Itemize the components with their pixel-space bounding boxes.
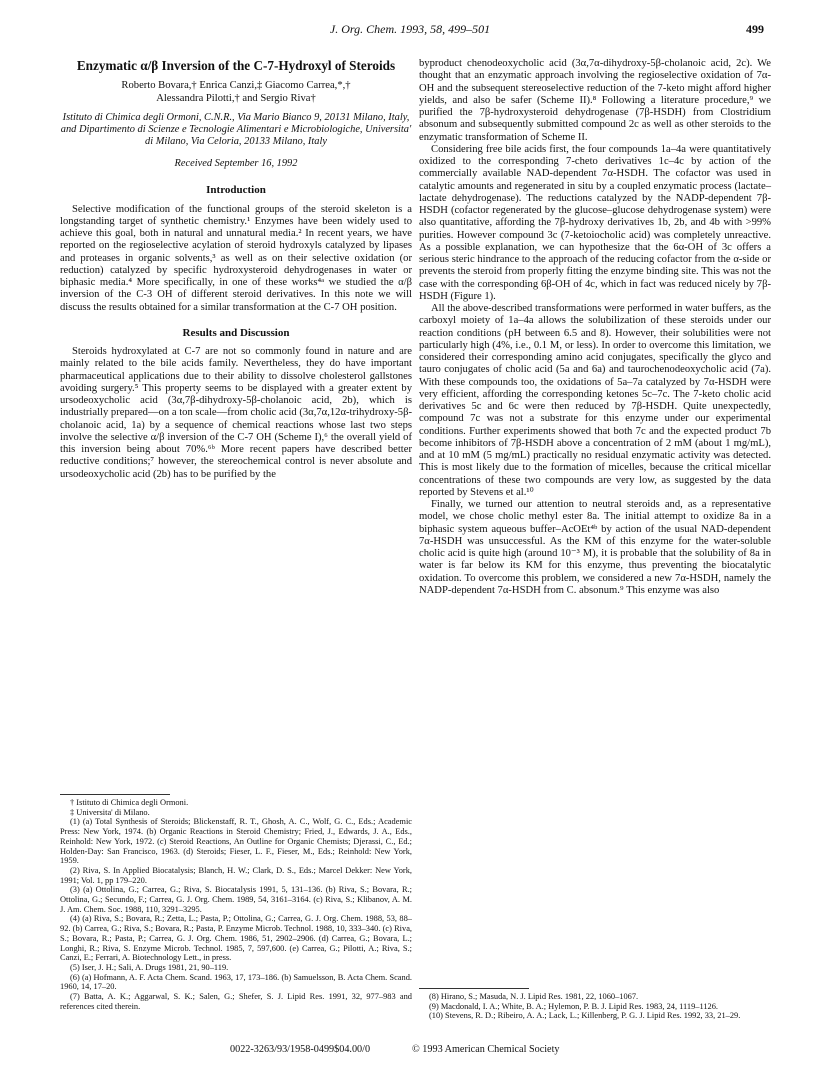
running-header [60,22,764,38]
journal-citation: J. Org. Chem. 1993, 58, 499–501 [329,22,491,36]
body-paragraph: Finally, we turned our attention to neutral steroids and, as a representative model, we chose cholic methyl ester 8a. The initial attempt to oxidize 8a in a biphasic system aqueous buffer–AcOEt⁴ᵇ by action of the usual NAD-dependent 7α-HSDH was unsuccessful. As the KM of this enzyme for the water-soluble cholic acid is quite high (around 10⁻³ M), it is probable that the solubility of 8a in water is far below its KM for this enzyme, thus preventing the biocatalytic oxidation. To overcome this problem, we considered a new 7α-HSDH, namely the NADP-dependent 7α-HSDH from C. absonum.⁹ This enzyme was also [419,499,771,596]
footnote: (4) (a) Riva, S.; Bovara, R.; Zetta, L.; Pasta, P.; Ottolina, G.; Carrea, G. J. Org. Chem. 1988, 53, 88–92. (b) Carrea, G.; Riva, S.; Bovara, R.; Pasta, P. Enzyme Microb. Technol. 1988, 10, 333–340. (c) Riva, S.; Bovara, R.; Pasta, P.; Carrea, G. J. Org. Chem. 1986, 51, 2902–2906. (d) Carrea, G.; Bovara, L.; Longhi, R.; Riva, S. Enzyme Microb. Technol. 1985, 7, 597,600. (e) Carrea, G.; Pilotti, A.; Riva, S.; Canzi, E.; Ferrari, A. Biotechnology Lett., in press. [60,914,412,963]
footnote: (1) (a) Total Synthesis of Steroids; Blickenstaff, R. T., Ghosh, A. C., Wolf, G. C., Eds.; Academic Press: New York, 1974. (b) Organic Reactions in Steroid Chemistry; Fried, J., Edwards, J. A., Eds., Reinhold: New York, 1972. (c) Steroid Reactions, An Outline for Organic Chemists; Djerassi, C., Ed.; Holden-Day: San Francisco, 1963. (d) Steroids; Fieser, L. F., Fieser, M., Eds.; Reinhold: New York, 1959. [60,817,412,866]
results-paragraph: Steroids hydroxylated at C-7 are not so commonly found in nature and are mainly related to the bile acids family. Nevertheless, they do have important pharmaceutical applications due to their ability to dissolve cholesterol gallstones avoiding surgery.⁵ This property seems to be displayed with a greater extent by ursodeoxycholic acid (3α,7β-dihydroxy-5β-cholanoic acid, 2b), which is industrially prepared—on a ton scale—from cholic acid (3α,7α,12α-trihydroxy-5β-cholanoic acid, 1a) by a sequence of chemical reactions whose last two steps involve the selective α/β inversion of the C-7 OH (Scheme I),⁶ the overall yield of this inversion being about 70%.⁶ᵇ More recent papers have described better reductive conditions;⁷ however, the stereochemical control is never absolute and ursodeoxycholic acid (2b) has to be purified by the [60,346,412,480]
footnote: (6) (a) Hofmann, A. F. Acta Chem. Scand. 1963, 17, 173–186. (b) Samuelsson, B. Acta Chem. Scand. 1960, 14, 17–20. [60,972,412,992]
footnote: (7) Batta, A. K.; Aggarwal, S. K.; Salen, G.; Shefer, S. J. Lipid Res. 1991, 32, 977–983 and references cited therein. [60,992,412,1011]
body-paragraph: All the above-described transformations were performed in water buffers, as the carboxyl moiety of 1a–4a allows the solubilization of these steroids under our reaction conditions (pH between 6.5 and 8). However, their solubilities were not particularly high (4%, i.e., 0.1 M, or less). In order to overcome this limitation, we considered their corresponding amino acid conjugates, specifically the glyco and tauro conjugates of cholic acid (5a and 6a) and taurochenodeoxycholic acid (7a). With these compounds too, the oxidations of 5a–7a catalyzed by 7α-HSDH were very efficient, affording the corresponding ketones 5c–7c. The 7-keto cholic acid derivatives 5c and 6c were then reduced by 7β-HSDH. Quite unexpectedly, compound 7c was not a substrate for this enzyme under our experimental conditions. Further experiments showed that both 7c and the expected product 7b become inhibitors of 7β-HSDH above a concentration of 2 mM (about 1 mg/mL), and at 10 mM (5 mg/mL) practically no residual enzymatic activity was detected. This is most likely due to the formation of micelles, because the critical micellar concentrations of these two compounds are very low, as suggested by the data reported by Stevens et al.¹⁰ [419,303,771,498]
authors-line-1: Roberto Bovara,† Enrica Canzi,‡ Giacomo Carrea,*,† [121,80,351,91]
footnote: † Istituto di Chimica degli Ormoni. [70,798,189,807]
footnote: (8) Hirano, S.; Masuda, N. J. Lipid Res. 1981, 22, 1060–1067. [429,992,639,1001]
introduction-heading: Introduction [206,184,266,197]
footnote-rule [419,988,529,989]
intro-paragraph: Selective modification of the functional groups of the steroid skeleton is a longstanding target of synthetic chemistry.¹ Enzymes have been widely used to achieve this goal, both in natural and unnatural media.² In recent years, we have reported on the regioselective acylation of steroid hydroxyls catalyzed by lipases and proteases in organic solvents,³ as well as on their selective oxidation (or reduction) catalyzed by specific hydroxysteroid dehydrogenases in water or biphasic media.⁴ More specifically, in one of these works⁴ᵃ we studied the α/β inversion of the C-3 OH of different steroid derivatives. In this note we will discuss the results obtained for a similar transformation at the C-7 OH position. [60,203,412,313]
page-number: 499 [746,22,764,36]
affiliation: Istituto di Chimica degli Ormoni, C.N.R., Via Mario Bianco 9, 20131 Milano, Italy, and Dipartimento di Scienze e Tecnologie Alimentari e Microbiologiche, Universita' di Milano, Via Celoria, 20133 Milano, Italy [60,112,412,147]
author-list [60,80,412,105]
footnote-rule [60,794,170,795]
footnote: (10) Stevens, R. D.; Ribeiro, A. A.; Lack, L.; Killenberg, P. G. J. Lipid Res. 1992, 33, 21–29. [429,1011,741,1021]
footnote: (9) Macdonald, I. A.; White, B. A.; Hylemon, P. B. J. Lipid Res. 1983, 24, 1119–1126. [429,1001,718,1011]
body-paragraph: byproduct chenodeoxycholic acid (3α,7α-dihydroxy-5β-cholanoic acid, 2c). We thought that an enzymatic approach involving the regioselective oxidation of 7α-OH and the subsequent stereoselective reduction of the 7-keto might afford higher yields, and also be safer (Scheme II).⁸ Following a literature procedure,⁹ we purified the 7β-hydroxysteroid dehydrogenase (7β-HSDH) from Clostridium absonum and subsequently submitted compound 2c as well as other steroids to the enzymatic transformation of Scheme II. [419,58,771,143]
footnote: ‡ Universita' di Milano. [70,807,150,817]
left-footnotes [60,794,412,1011]
left-column [60,58,412,481]
copyright-notice: © 1993 American Chemical Society [412,1044,560,1055]
issn-code: 0022-3263/93/1958-0499$04.00/0 [230,1044,371,1055]
right-column [419,58,771,597]
footnote: (2) Riva, S. In Applied Biocatalysis; Blanch, H. W.; Clark, D. S., Eds.; Marcel Dekker: New York, 1991; Vol. 1, pp 179–220. [60,865,412,885]
footnote: (5) Iser, J. H.; Sali, A. Drugs 1981, 21, 90–119. [70,962,229,972]
body-paragraph: Considering free bile acids first, the four compounds 1a–4a were quantitatively oxidized to the corresponding 7-cheto derivatives 1c–4c by action of the commercially available NAD-dependent 7α-HSDH. The cofactor was used in catalytic amounts and regenerated in situ by a coupled enzymatic process (lactate–lactate dehydrogenase). The reductions catalyzed by the NADP-dependent 7β-HSDH (cofactor regenerated by the glucose–glucose dehydrogenase system) were also quantitative, affording the 7β-hydroxy derivatives 1b, 2b, and 4b with >99% purities. However compound 3c (7-ketoiocholic acid) was completely unreactive. As a possible explanation, we can hypothesize that the 6α-OH of 3c offers a serious steric hindrance to the approach of the reducing cofactor from the α-side or prevents the steroid from properly fitting the enzyme binding site. This was not the case with the corresponding 6β-OH of 4c, which in fact was reduced nicely by 7β-HSDH (Figure 1). [419,143,771,302]
article-title: Enzymatic α/β Inversion of the C-7-Hydroxyl of Steroids [76,58,396,73]
received-date: Received September 16, 1992 [174,158,298,169]
right-footnotes [419,988,771,1021]
footnote: (3) (a) Ottolina, G.; Carrea, G.; Riva, S. Biocatalysis 1991, 5, 131–136. (b) Riva, S.; Bovara, R.; Ottolina, G.; Secundo, F.; Carrea, G. J. Org. Chem. 1989, 54, 3161–3164. (c) Riva, S.; Klibanov, A. M. J. Am. Chem. Soc. 1988, 110, 3291–3295. [60,885,412,914]
authors-line-2: Alessandra Pilotti,† and Sergio Riva† [156,92,316,104]
results-heading: Results and Discussion [182,326,290,339]
